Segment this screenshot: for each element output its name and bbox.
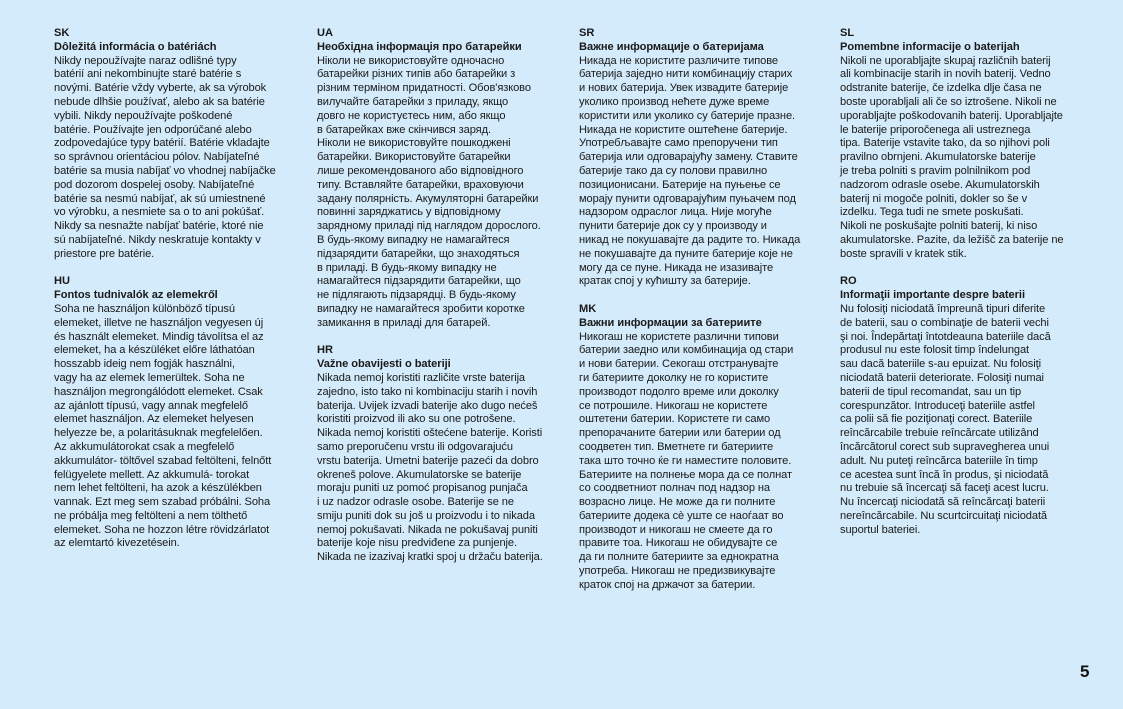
text-line: de baterii, sau o combinaţie de baterii vechi xyxy=(840,316,1049,329)
text-line: різним терміном придатності. Обов'язково xyxy=(317,82,531,95)
section-body xyxy=(54,55,312,262)
text-line: не покушавајте да пуните батерије које не xyxy=(579,247,793,260)
text-line: кратак спој у кућишту за батерије. xyxy=(579,275,751,288)
text-line: батерии заедно или комбинација од стари xyxy=(579,344,794,357)
text-line: лише рекомендованого або відповідного xyxy=(317,164,524,177)
text-line: ali kombinacije starih in novih baterij. Vedno xyxy=(840,68,1051,81)
section-body xyxy=(579,331,837,593)
text-line: ги батериите доколку не го користите xyxy=(579,371,769,384)
text-line: koristiti proizvod ili ako su one potrošene. xyxy=(317,413,516,426)
text-line: akkumulátor- töltővel szabad feltölteni, felnőtt xyxy=(54,454,272,467)
text-line: încărcătorul corect sub supravegherea unui xyxy=(840,440,1050,453)
text-line: батерија заједно нити комбинацију старих xyxy=(579,68,793,81)
section-title: Važne obavijesti o bateriji xyxy=(317,358,451,371)
text-line: в батарейках вже скінчився заряд. xyxy=(317,123,491,136)
text-line: nu trebuie să încercaţi să faceţi acest lucru. xyxy=(840,482,1049,495)
section-body xyxy=(579,55,837,290)
text-line: Nikada nemoj koristiti različite vrste baterija xyxy=(317,371,526,384)
text-line: sau dacă bateriile s-au epuizat. Nu folosiţi xyxy=(840,358,1041,371)
text-line: corespunzător. Introduceţi bateriile astfel xyxy=(840,399,1035,412)
text-line: пунити батерије док су у производу и xyxy=(579,220,767,233)
text-line: батарейки різних типів або батарейки з xyxy=(317,68,516,81)
text-line: okreneš polove. Akumulatorske se baterije xyxy=(317,468,522,481)
text-line: могу да се пуне. Никада не изазивајте xyxy=(579,261,774,274)
text-line: vannak. Ezt meg sem szabad próbálni. Soha xyxy=(54,496,271,509)
text-line: ca polii să fie poziţionaţi corect. Bateriile xyxy=(840,413,1033,426)
section-title: Важни информации за батериите xyxy=(579,316,762,329)
section-title: Необхідна інформація про батарейки xyxy=(317,40,522,53)
text-line: ce acestea sunt încă în produs, şi niciodată xyxy=(840,468,1049,481)
text-line: nadzorom odrasle osebe. Akumulatorskih xyxy=(840,178,1040,191)
section-sl xyxy=(840,27,1102,262)
language-code: HR xyxy=(317,344,333,357)
text-line: користити или уколико су батерије празне. xyxy=(579,109,795,122)
text-line: в приладі. В будь-якому випадку не xyxy=(317,261,497,274)
text-line: zajedno, isto tako ni kombinaciju starih i novih xyxy=(317,385,538,398)
text-line: со соодветниот полнач под надзор на xyxy=(579,482,770,495)
text-line: nemoj pokušavati. Nikada ne pokušavaj puniti xyxy=(317,523,538,536)
text-line: Ніколи не використовуйте одночасно xyxy=(317,54,505,67)
section-hr xyxy=(317,344,575,565)
text-line: smiju puniti dok su još u proizvodu i to nikada xyxy=(317,509,535,522)
text-line: batérie. Používajte jen odporúčané alebo xyxy=(54,123,252,136)
text-line: baterij ni mogoče polniti, dokler so še v xyxy=(840,192,1028,205)
text-line: batérie sa nesmú nabíjať, ak sú umiestnené xyxy=(54,192,266,205)
text-line: Nikdy nepoužívajte naraz odlišné typy xyxy=(54,54,237,67)
text-line: Nu folosiţi niciodată împreună tipuri diferite xyxy=(840,302,1046,315)
text-line: használjon megrongálódott elemeket. Csak xyxy=(54,385,263,398)
text-line: препорачаните батерии или батерии од xyxy=(579,427,781,440)
text-line: випадку не намагайтеся зробити коротке xyxy=(317,302,525,315)
text-line: vybili. Nikdy nepoužívajte poškodené xyxy=(54,109,233,122)
text-line: boste spravili v kratek stik. xyxy=(840,247,967,260)
text-line: намагайтеся підзарядити батарейки, що xyxy=(317,275,521,288)
text-line: не підлягають підзарядці. В будь-якому xyxy=(317,289,516,302)
text-line: Никогаш не користете различни типови xyxy=(579,330,779,343)
text-line: izdelku. Tega tudi ne smete poskušati. xyxy=(840,206,1024,219)
text-line: возрасно лице. Не може да ги полните xyxy=(579,496,776,509)
text-line: вилучайте батарейки з приладу, якщо xyxy=(317,95,509,108)
text-line: le baterije priporočenega ali ustreznega xyxy=(840,123,1031,136)
text-line: Употребљавајте само препоручени тип xyxy=(579,137,778,150)
section-title: Informaţii importante despre baterii xyxy=(840,289,1025,302)
text-line: felügyelete mellett. Az akkumulá- torokat xyxy=(54,468,250,481)
text-line: elemet használjon. Az elemeket helyesen xyxy=(54,413,254,426)
text-line: elemeket, illetve ne használjon vegyesen új xyxy=(54,316,264,329)
text-line: Az akkumulátorokat csak a megfelelő xyxy=(54,440,235,453)
text-line: moraju puniti uz pomoć propisanog punjača xyxy=(317,482,528,495)
text-line: produsul nu este folosit timp îndelungat xyxy=(840,344,1030,357)
text-line: boste uporabljali ali če so iztrošene. Nikoli ne xyxy=(840,95,1057,108)
text-line: надзором одраслог лица. Није могуће xyxy=(579,206,772,219)
text-line: priestore pre batérie. xyxy=(54,247,155,260)
text-line: краток спој на држачот за батерии. xyxy=(579,578,756,591)
text-line: Nikoli ne poskušajte polniti baterij, ki niso xyxy=(840,220,1038,233)
text-line: adult. Nu puteţi reîncărca bateriile în timp xyxy=(840,454,1038,467)
language-code: SK xyxy=(54,27,70,39)
text-line: производот и никогаш не смеете да го xyxy=(579,523,773,536)
section-body xyxy=(317,372,575,565)
column-2 xyxy=(317,27,575,579)
text-line: elemeket. Soha ne hozzon létre rövidzárlatot xyxy=(54,523,270,536)
section-sk xyxy=(54,27,312,262)
text-line: vrstu baterija. Umetni baterije pazeći da dobro xyxy=(317,454,539,467)
text-line: батарейки. Використовуйте батарейки xyxy=(317,151,511,164)
text-line: hosszabb ideig nem fogják használni, xyxy=(54,358,235,371)
text-line: nereîncărcabile. Nu scurtcircuitaţi niciodată xyxy=(840,509,1047,522)
text-line: şi noi. Îndepărtaţi întotdeauna bateriile dacă xyxy=(840,330,1051,343)
text-line: да ги полните батериите за еднократна xyxy=(579,551,779,564)
text-line: nebude dlhšie používať, alebo ak sa batérie xyxy=(54,95,265,108)
text-line: samo preporučenu vrstu ili odgovarajuću xyxy=(317,440,513,453)
language-code: SR xyxy=(579,27,595,39)
section-body xyxy=(54,303,312,551)
text-line: reîncărcabile trebuie reîncărcate utilizând xyxy=(840,427,1039,440)
column-1 xyxy=(54,27,312,565)
language-code: HU xyxy=(54,275,70,288)
text-line: довго не користуєтесь ним, або якщо xyxy=(317,109,506,122)
section-title: Важне информације о батеријама xyxy=(579,40,764,53)
text-line: helyezze be, a polaritásuknak megfelelően. xyxy=(54,427,263,440)
section-title: Pomembne informacije o baterijah xyxy=(840,40,1020,53)
text-line: odstranite baterije, če izdelka dlje časa ne xyxy=(840,82,1042,95)
section-title: Dôležitá informácia o batériách xyxy=(54,40,217,53)
text-line: повинні заряджатись у відповідному xyxy=(317,206,501,219)
page-number: 5 xyxy=(1080,662,1090,681)
section-body xyxy=(840,303,1102,538)
text-line: az elemtartó kivezetésein. xyxy=(54,537,180,550)
text-line: и нови батерии. Секогаш отстранувајте xyxy=(579,358,779,371)
text-line: уколико производ нећете дуже време xyxy=(579,95,770,108)
text-line: батериите додека сè уште се наоѓаат во xyxy=(579,509,784,522)
text-line: зарядному приладі під наглядом дорослого. xyxy=(317,220,541,233)
text-line: Nikdy sa nesnažte nabíjať batérie, ktoré nie xyxy=(54,220,264,233)
text-line: Nu încercaţi niciodată să reîncărcaţi baterii xyxy=(840,496,1046,509)
text-line: baterije koje nisu predviđene za punjenje. xyxy=(317,537,517,550)
text-line: задану полярність. Акумуляторні батарейки xyxy=(317,192,539,205)
text-line: Soha ne használjon különböző típusú xyxy=(54,302,235,315)
text-line: Никада не користите различите типове xyxy=(579,54,778,67)
text-line: Nikada nemoj koristiti oštećene baterije. Koristi xyxy=(317,427,543,440)
text-line: підзарядити батарейки, що знаходяться xyxy=(317,247,520,260)
text-line: so správnou orientáciou pólov. Nabíjateľné xyxy=(54,151,260,164)
text-line: типу. Вставляйте батарейки, враховуючи xyxy=(317,178,524,191)
text-line: батерије тако да су полови правилно xyxy=(579,164,768,177)
text-line: ne próbálja meg feltölteni a nem tölthető xyxy=(54,509,248,522)
text-line: морају пунити одговарајућим пуњачем под xyxy=(579,192,796,205)
text-line: batérií ani nekombinujte staré batérie s xyxy=(54,68,242,81)
section-hu xyxy=(54,275,312,551)
text-line: се потрошиле. Никогаш не користете xyxy=(579,399,768,412)
column-3 xyxy=(579,27,837,606)
section-sr xyxy=(579,27,837,289)
section-body xyxy=(317,55,575,331)
text-line: batérie sa musia nabíjať vo vhodnej nabíjačke xyxy=(54,164,276,177)
text-line: употреба. Никогаш не предизвикувајте xyxy=(579,565,776,578)
text-line: tipa. Baterije vstavite tako, da so njihovi poli xyxy=(840,137,1050,150)
language-code: MK xyxy=(579,302,597,315)
text-line: sú nabíjateľné. Nikdy neskratuje kontakty v xyxy=(54,233,261,246)
text-line: В будь-якому випадку не намагайтеся xyxy=(317,233,510,246)
section-title: Fontos tudnivalók az elemekről xyxy=(54,289,218,302)
text-line: позиционисани. Батерије на пуњење се xyxy=(579,178,781,191)
text-line: vo výrobku, a nesmiete sa o to ani pokúšať. xyxy=(54,206,265,219)
text-line: i uz nadzor odrasle osobe. Baterije se ne xyxy=(317,496,514,509)
text-line: производот подолго време или доколку xyxy=(579,385,779,398)
text-line: така што точно ќе ги наместите половите. xyxy=(579,454,792,467)
text-line: je treba polniti s pravim polnilnikom pod xyxy=(840,164,1031,177)
text-line: Батериите на полнење мора да се полнат xyxy=(579,468,792,481)
text-line: pravilno obrnjeni. Akumulatorske baterije xyxy=(840,151,1036,164)
text-line: правите тоа. Никогаш не обидувајте се xyxy=(579,537,778,550)
column-4 xyxy=(840,27,1102,551)
text-line: никад не покушавајте да радите то. Никада xyxy=(579,233,801,246)
section-mk xyxy=(579,303,837,593)
text-line: nem lehet feltölteni, ha azok a készülékben xyxy=(54,482,262,495)
text-line: батерија или одговарајућу замену. Ставите xyxy=(579,151,798,164)
text-line: novými. Batérie vždy vyberte, ak sa výrobok xyxy=(54,82,267,95)
section-ro xyxy=(840,275,1102,537)
text-line: uporabljajte poškodovanih baterij. Uporabljajte xyxy=(840,109,1063,122)
language-code: UA xyxy=(317,27,333,39)
text-line: elemeket, ha a készüléket előre láthatóan xyxy=(54,344,255,357)
text-line: Nikoli ne uporabljajte skupaj različnih baterij xyxy=(840,54,1051,67)
language-code: RO xyxy=(840,275,857,288)
text-line: и нових батерија. Увек извадите батерије xyxy=(579,82,789,95)
section-body xyxy=(840,55,1102,262)
text-line: zodpovedajúce typy batérií. Batérie vkladajte xyxy=(54,137,270,150)
text-line: akumulatorske. Pazite, da ležišč za baterije ne xyxy=(840,233,1064,246)
language-code: SL xyxy=(840,27,855,39)
text-line: оштетени батерии. Користете ги само xyxy=(579,413,771,426)
text-line: vagy ha az elemek lemerültek. Soha ne xyxy=(54,371,245,384)
text-line: Ніколи не використовуйте пошкоджені xyxy=(317,137,511,150)
text-line: az ajánlott típusú, vagy annak megfelelő xyxy=(54,399,248,412)
text-line: pod dozorom dospelej osoby. Nabíjateľné xyxy=(54,178,255,191)
text-line: és használt elemeket. Mindig távolítsa el az xyxy=(54,330,264,343)
text-line: baterii de tipul recomandat, sau un tip xyxy=(840,385,1022,398)
text-line: соодветен тип. Вметнете ги батериите xyxy=(579,440,774,453)
section-ua xyxy=(317,27,575,331)
text-line: замикання в приладі для батарей. xyxy=(317,316,491,329)
text-line: suportul bateriei. xyxy=(840,523,921,536)
text-line: Nikada ne izazivaj kratki spoj u držaču baterija. xyxy=(317,551,543,564)
text-line: baterija. Uvijek izvadi baterije ako dugo nećeš xyxy=(317,399,538,412)
text-line: Никада не користите оштећене батерије. xyxy=(579,123,788,136)
text-line: niciodată baterii deteriorate. Folosiţi numai xyxy=(840,371,1044,384)
